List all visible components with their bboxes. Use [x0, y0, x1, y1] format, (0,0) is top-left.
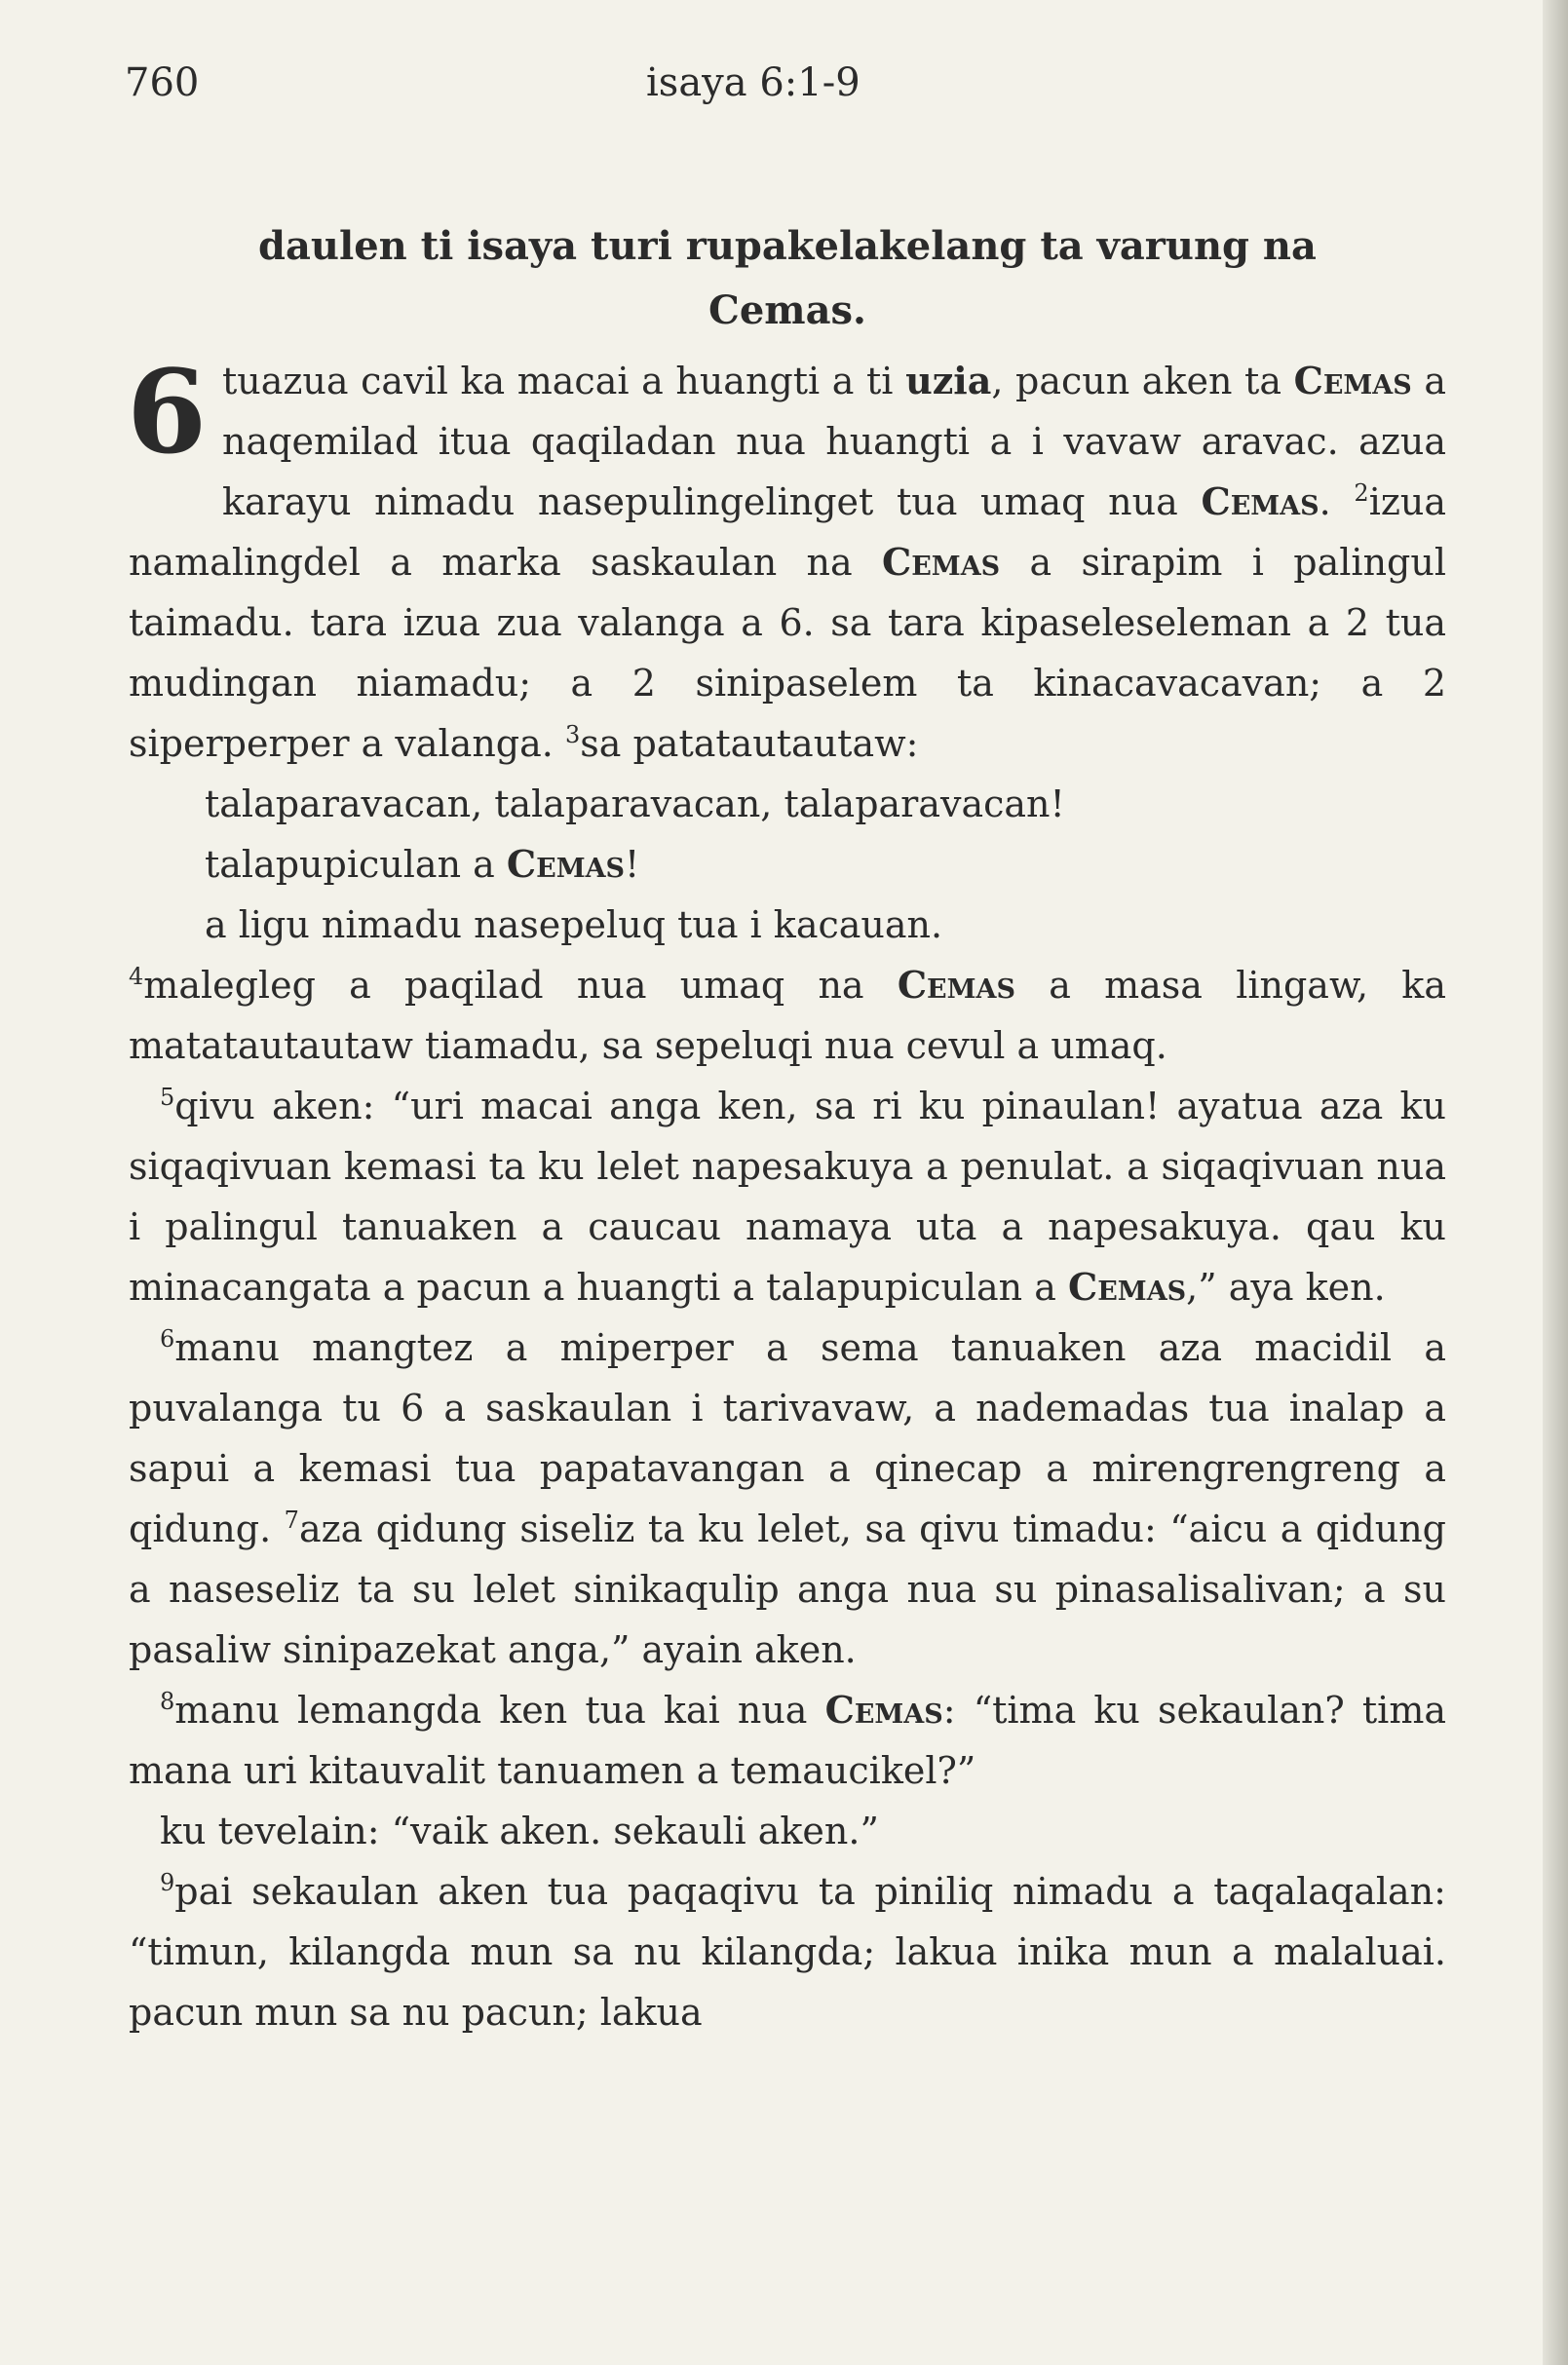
- verse-1-text-a: tuazua cavil ka macai a huangti a ti: [222, 360, 906, 402]
- book-spine-shadow: [1543, 0, 1568, 2365]
- verse-number-3: 3: [564, 721, 581, 748]
- running-head: isaya 6:1-9: [646, 60, 860, 105]
- page-number: 760: [125, 60, 200, 105]
- verse-4-text-b: a masa lingaw, ka matatautautaw tiamadu, sa sepeluqi nua cevul a umaq.: [129, 964, 1446, 1067]
- verse-6-7: [129, 1317, 1446, 1680]
- verse-6-text: manu mangtez a miperper a sema tanuaken aza macidil a puvalanga tu 6 a saskaulan i tarivavaw, a nademadas tua inalap a sapui a kemasi tua papatavangan a qinecap a mirengrengreng a qidung.: [129, 1326, 1446, 1550]
- verse-number-7: 7: [284, 1507, 299, 1534]
- verse-8-reply: ku tevelain: “vaik aken. sekauli aken.”: [160, 1810, 879, 1852]
- verse-1-text-c: a naqemilad itua qaqiladan nua huangti a i vavaw aravac. azua karayu nimadu nasepulingelinget tua umaq nua: [222, 360, 1447, 523]
- verse-number-6: 6: [160, 1325, 175, 1353]
- section-title: [129, 214, 1446, 343]
- verse-4-text-a: malegleg a paqilad nua umaq na: [143, 964, 898, 1007]
- lord-name: Cemas: [1201, 479, 1319, 523]
- verse-3-text-a: sa patatautautaw:: [580, 722, 919, 765]
- poem-block: [205, 774, 1446, 955]
- poem-line-3: a ligu nimadu nasepeluq tua i kacauan.: [205, 903, 943, 946]
- verse-number-2: 2: [1354, 479, 1369, 507]
- verse-5-text-a: qivu aken: “uri macai anga ken, sa ri ku pinaulan! ayatua aza ku siqaqivuan kemasi ta ku lelet napesakuya a penulat. a siqaqivuan nua i palingul tanuaken a caucau namaya uta a napesakuya. qau ku minacangata a pacun a huangti a talapupiculan a: [129, 1085, 1446, 1309]
- verse-9: [129, 1861, 1446, 2042]
- verse-number-5: 5: [160, 1084, 175, 1111]
- verse-number-8: 8: [160, 1688, 175, 1715]
- verse-9-text: pai sekaulan aken tua paqaqivu ta piniliq nimadu a taqalaqalan: “timun, kilangda mun sa nu kilangda; lakua inika mun a malaluai. pacun mun sa nu pacun; lakua: [129, 1870, 1446, 2034]
- lord-name: Cemas: [824, 1688, 943, 1732]
- lord-name: Cemas: [881, 540, 1001, 584]
- verse-8-text-b: : “tima ku sekaulan? tima mana uri kitauvalit tanuamen a temaucikel?”: [129, 1689, 1447, 1792]
- poem-line-2-b: !: [625, 843, 640, 886]
- verse-2-text-b: a sirapim i palingul taimadu. tara izua zua valanga a 6. sa tara kipaseleseleman a 2 tua mudingan niamadu; a 2 sinipaselem ta kinacavacavan; a 2 siperperper a valanga.: [129, 541, 1447, 765]
- verse-2-text-a: izua namalingdel a marka saskaulan na: [129, 480, 1446, 584]
- verse-5: [129, 1076, 1446, 1317]
- verse-8-text-a: manu lemangda ken tua kai nua: [174, 1689, 825, 1732]
- verse-1-2-3: [127, 344, 1447, 774]
- section-title-line-1: daulen ti isaya turi rupakelakelang ta varung na: [258, 223, 1317, 269]
- lord-name: Cemas: [506, 842, 626, 886]
- verse-1-text-d: .: [1319, 480, 1355, 523]
- section-title-line-2: Cemas.: [708, 287, 866, 333]
- verse-8: [129, 1680, 1446, 1801]
- page-body: [129, 214, 1446, 2042]
- lord-name: Cemas: [1067, 1265, 1187, 1309]
- chapter-number: 6: [127, 344, 208, 479]
- poem-line-2-a: talapupiculan a: [205, 843, 507, 886]
- chapter-6: [127, 344, 1447, 774]
- verse-number-9: 9: [160, 1869, 175, 1896]
- lord-name: Cemas: [1293, 359, 1412, 402]
- verse-4: [129, 955, 1446, 1076]
- verse-1-text-b: , pacun aken ta: [991, 360, 1294, 402]
- page-header: [115, 54, 1411, 112]
- verse-number-4: 4: [129, 963, 144, 990]
- poem-line-2: [205, 834, 1446, 895]
- verse-7-text: aza qidung siseliz ta ku lelet, sa qivu timadu: “aicu a qidung a naseseliz ta su lelet sinikaqulip anga nua su pinasalisalivan; a su pasaliw sinipazekat anga,” ayain aken.: [129, 1507, 1446, 1671]
- poem-line-1: talaparavacan, talaparavacan, talaparavacan!: [205, 782, 1065, 825]
- name-uzia: uzia: [905, 359, 992, 402]
- lord-name: Cemas: [897, 963, 1015, 1007]
- verse-5-text-b: ,” aya ken.: [1186, 1266, 1386, 1309]
